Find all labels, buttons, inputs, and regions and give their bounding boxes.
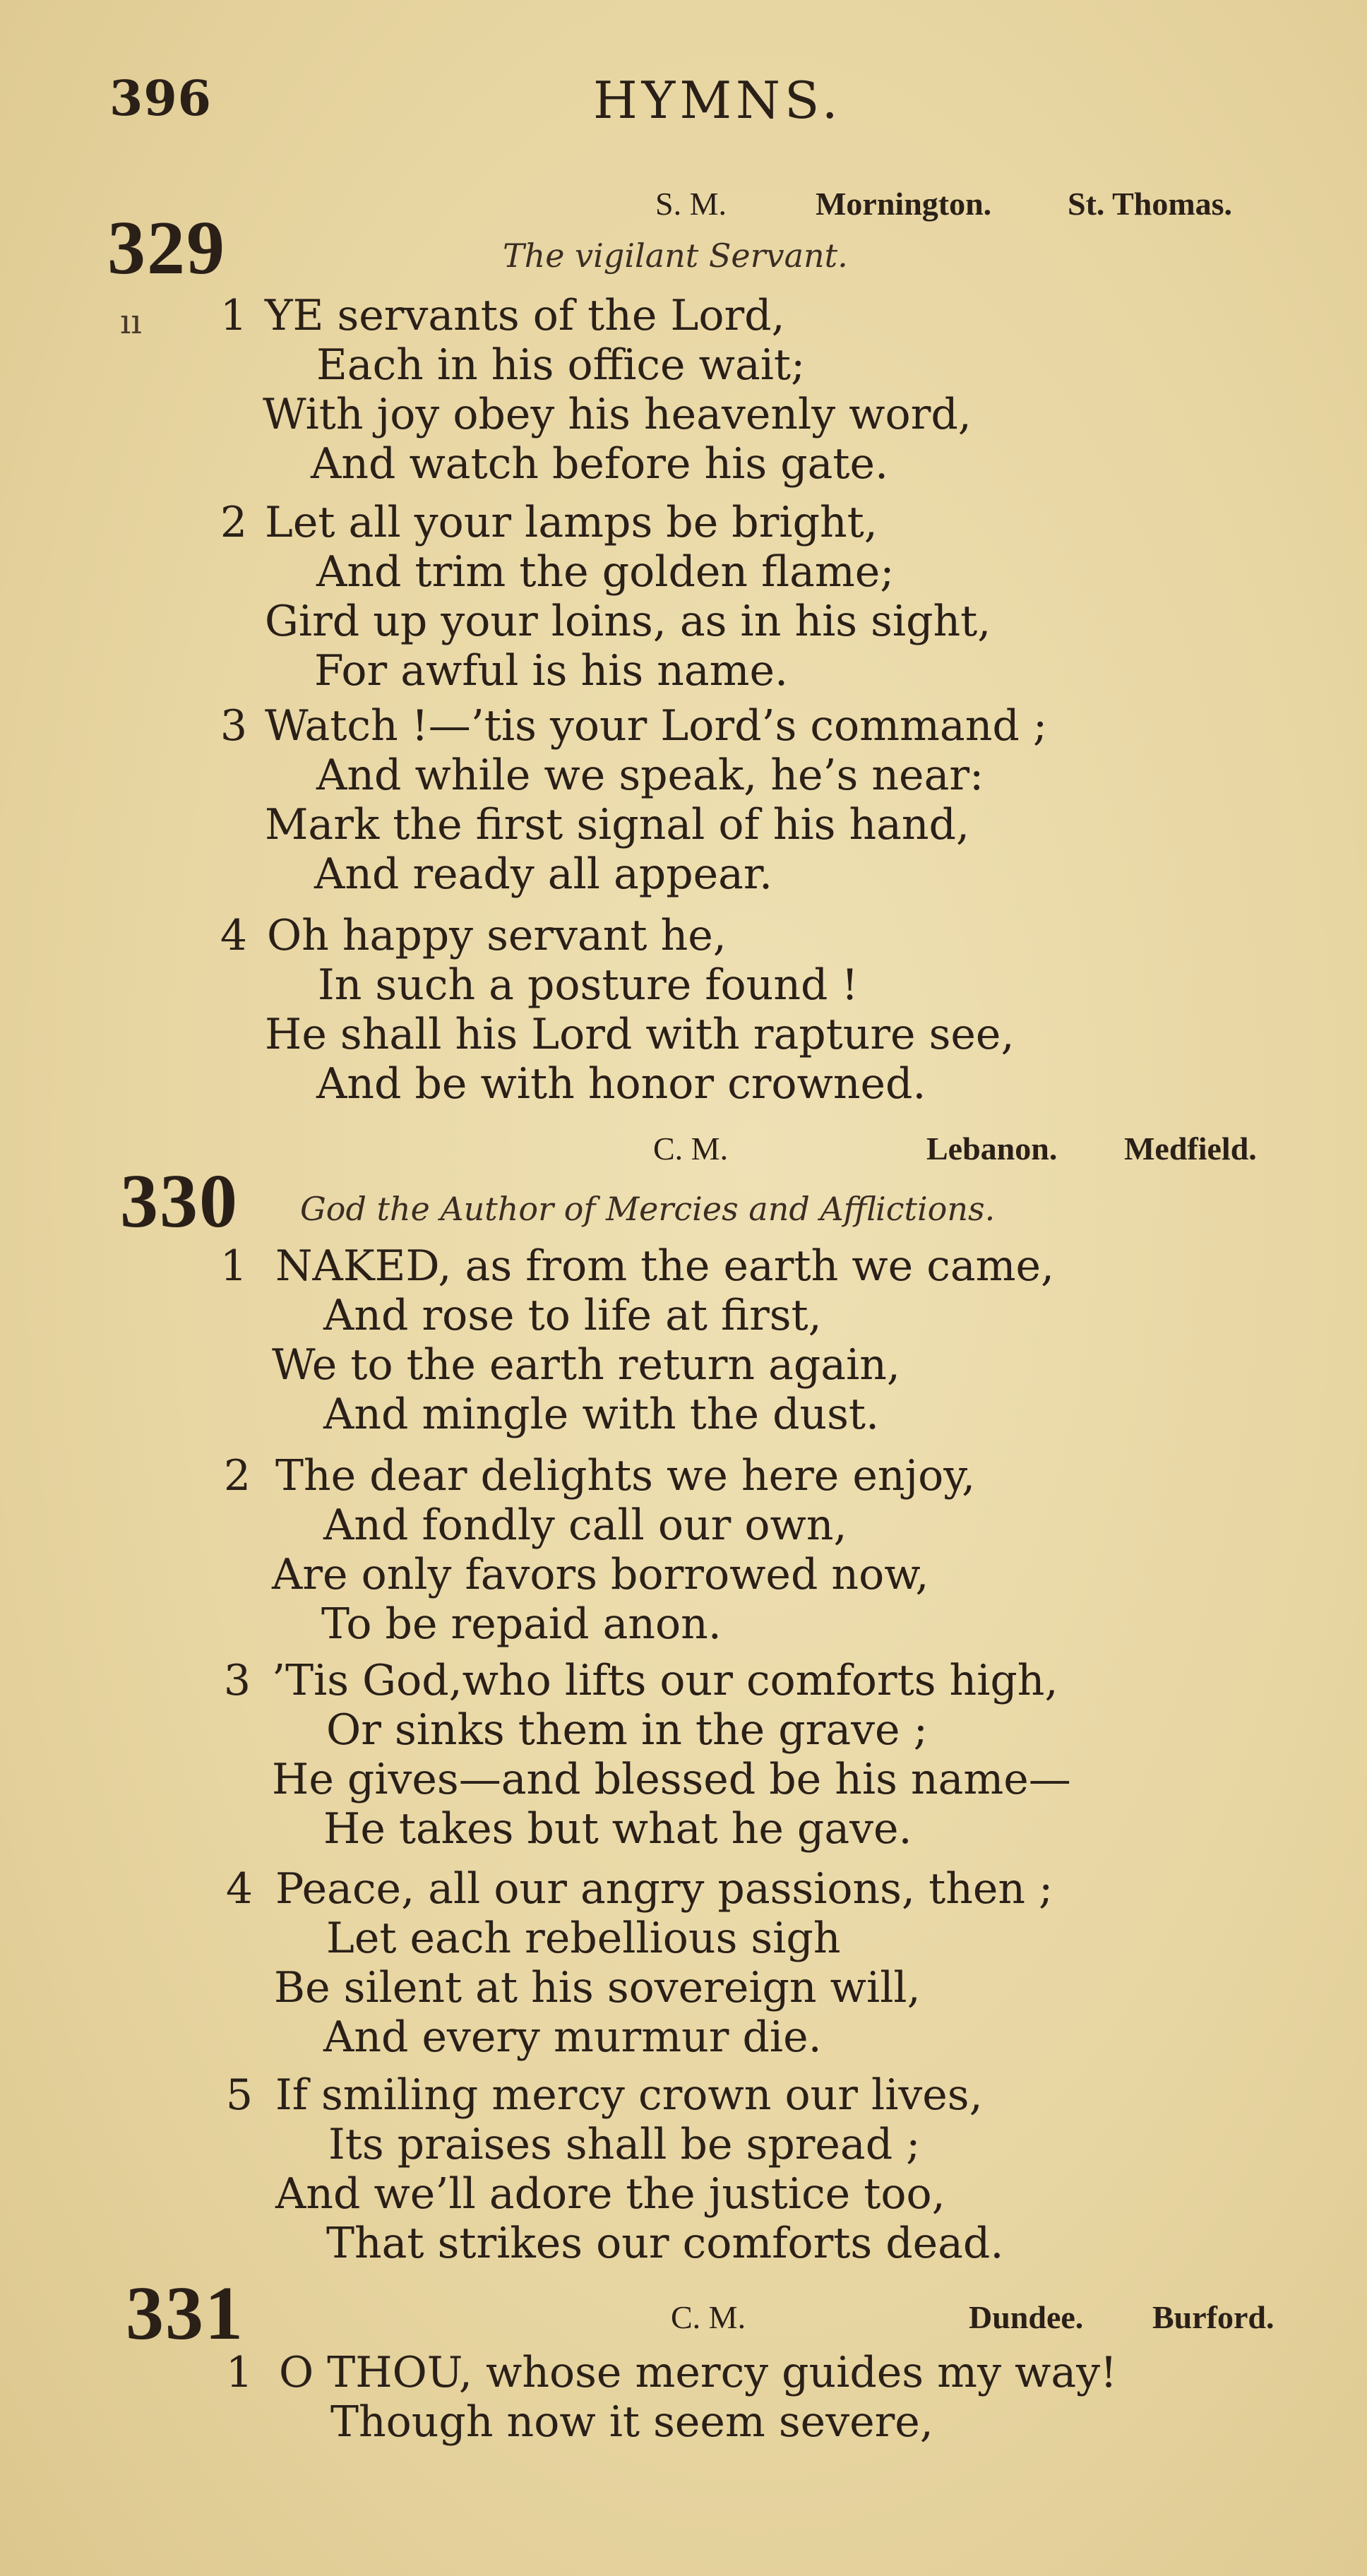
hymn-330-s1-line-1: NAKED, as from the earth we came, (275, 1241, 1055, 1291)
hymn-330-subtitle: God the Author of Mercies and Afflictions. (300, 1190, 996, 1228)
hymn-329-s3-line-4: And ready all appear. (314, 849, 773, 899)
page-title: HYMNS. (593, 71, 842, 130)
hymn-331-s1-line-1: O THOU, whose mercy guides my way! (279, 2348, 1118, 2397)
hymn-330-s3-line-1: ’Tis God,who lifts our comforts high, (272, 1656, 1058, 1705)
hymn-330-s4-line-1: Peace, all our angry passions, then ; (275, 1864, 1053, 1914)
hymn-329-meter: S. M. (655, 186, 727, 222)
pause-mark: ıı (120, 302, 142, 342)
hymn-329-tune-1: Mornington. (816, 186, 992, 222)
hymn-329-s1-line-1: YE servants of the Lord, (265, 291, 785, 340)
hymn-329-s1-line-2: Each in his office wait; (316, 340, 806, 390)
hymn-331-s1-line-2: Though now it seem severe, (330, 2397, 933, 2447)
hymn-330-s1-line-2: And rose to life at first, (323, 1291, 822, 1340)
hymn-330-stanza-3-number: 3 (223, 1656, 251, 1705)
hymn-329-s2-line-2: And trim the golden flame; (316, 547, 895, 597)
hymn-330-s4-line-2: Let each rebellious sigh (326, 1914, 841, 1963)
hymn-330-s1-line-4: And mingle with the dust. (323, 1390, 880, 1439)
hymn-330-number: 330 (120, 1159, 239, 1244)
hymn-330-meter: C. M. (653, 1131, 729, 1167)
hymn-330-s3-line-3: He gives—and blessed be his name— (272, 1755, 1071, 1804)
hymn-330-s2-line-1: The dear delights we here enjoy, (275, 1451, 976, 1501)
hymn-329-s3-line-3: Mark the first signal of his hand, (265, 800, 970, 849)
hymn-331-tune-2: Burford. (1152, 2299, 1275, 2335)
hymn-330-tune-1: Lebanon. (926, 1131, 1058, 1167)
hymn-331-stanza-1-number: 1 (225, 2348, 253, 2397)
hymn-330-s3-line-4: He takes but what he gave. (323, 1804, 912, 1854)
hymn-329-s1-line-4: And watch before his gate. (311, 439, 889, 489)
hymn-330-s5-line-1: If smiling mercy crown our lives, (275, 2070, 983, 2120)
hymn-330-s2-line-4: To be repaid anon. (321, 1599, 722, 1649)
hymn-330-stanza-4-number: 4 (225, 1864, 253, 1914)
hymn-329-s1-line-3: With joy obey his heavenly word, (263, 390, 972, 439)
hymn-330-s5-line-2: Its praises shall be spread ; (328, 2120, 921, 2169)
hymn-329-s4-line-2: In such a posture found ! (318, 960, 859, 1010)
hymn-330-s2-line-3: Are only favors borrowed now, (272, 1550, 929, 1599)
hymn-330-s3-line-2: Or sinks them in the grave ; (326, 1705, 928, 1755)
hymn-329-s3-line-2: And while we speak, he’s near: (316, 751, 984, 800)
hymn-330-stanza-5-number: 5 (225, 2070, 253, 2120)
hymn-329-s2-line-3: Gird up your loins, as in his sight, (265, 597, 991, 646)
hymn-329-s3-line-1: Watch !—’tis your Lord’s command ; (265, 701, 1048, 751)
hymn-329-stanza-1-number: 1 (220, 291, 247, 340)
hymn-329-s2-line-1: Let all your lamps be bright, (265, 498, 878, 547)
hymn-331-tune-1: Dundee. (969, 2299, 1084, 2335)
hymn-329-stanza-4-number: 4 (220, 911, 247, 960)
hymn-330-s4-line-4: And every murmur die. (323, 2012, 822, 2062)
hymn-329-subtitle: The vigilant Servant. (503, 237, 848, 275)
hymn-330-tune-2: Medfield. (1124, 1131, 1257, 1167)
hymn-330-stanza-2-number: 2 (223, 1451, 251, 1501)
hymn-330-s2-line-2: And fondly call our own, (323, 1501, 847, 1550)
hymn-329-s4-line-1: Oh happy servant he, (267, 911, 727, 960)
hymn-329-number: 329 (107, 206, 226, 290)
page-number: 396 (109, 71, 212, 127)
hymn-330-s5-line-4: That strikes our comforts dead. (326, 2219, 1004, 2268)
hymn-330-s4-line-3: Be silent at his sovereign will, (274, 1963, 921, 2012)
hymn-329-s4-line-3: He shall his Lord with rapture see, (265, 1010, 1015, 1059)
hymn-329-stanza-2-number: 2 (220, 498, 247, 547)
hymn-330-s1-line-3: We to the earth return again, (272, 1340, 900, 1390)
hymn-330-stanza-1-number: 1 (220, 1241, 247, 1291)
hymn-331-number: 331 (126, 2272, 244, 2356)
hymn-329-s2-line-4: For awful is his name. (314, 646, 789, 696)
hymn-331-meter: C. M. (671, 2299, 746, 2335)
hymn-329-stanza-3-number: 3 (220, 701, 247, 751)
hymn-329-s4-line-4: And be with honor crowned. (316, 1059, 926, 1109)
hymn-329-tune-2: St. Thomas. (1068, 186, 1233, 222)
hymn-330-s5-line-3: And we’ll adore the justice too, (275, 2169, 945, 2219)
